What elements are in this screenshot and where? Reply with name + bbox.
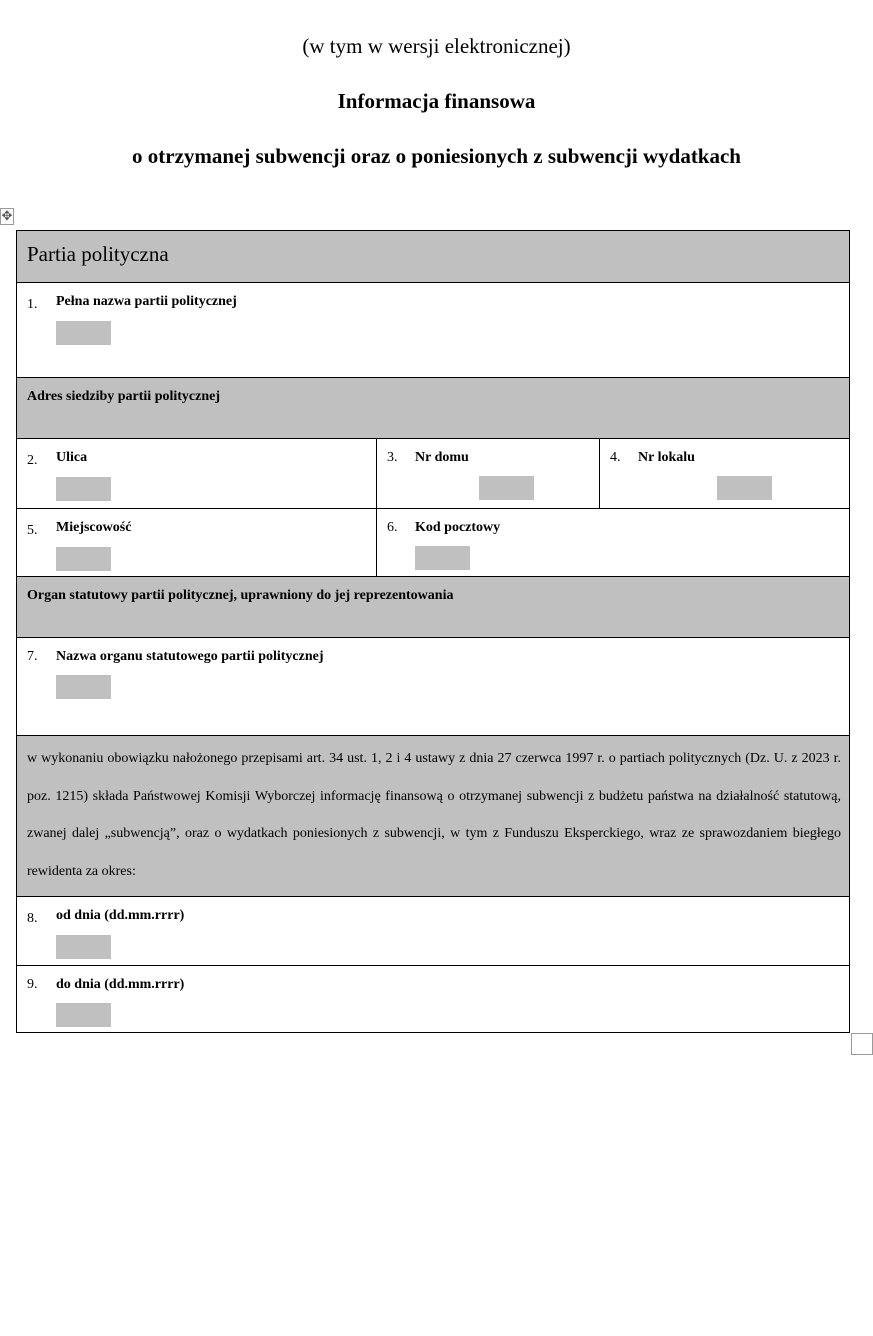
- field-label-postal-code: Kod pocztowy: [415, 520, 501, 535]
- section-address-header: [17, 377, 849, 438]
- cell-street: [17, 439, 377, 508]
- document-subtitle: (w tym w wersji elektronicznej): [302, 34, 571, 58]
- section-party-header: [17, 231, 849, 282]
- field-label-apartment-number: Nr lokalu: [638, 450, 695, 465]
- field-number: 6.: [387, 520, 398, 535]
- field-row-date-to: [17, 965, 849, 1032]
- field-label-house-number: Nr domu: [415, 450, 469, 465]
- field-row-city: [17, 508, 849, 576]
- document-title-line2: o otrzymanej subwencji oraz o poniesionych z subwencji wydatkach: [132, 144, 741, 168]
- apartment-number-input[interactable]: [717, 476, 772, 500]
- section-party-title: Partia polityczna: [27, 242, 169, 266]
- organ-name-input[interactable]: [56, 675, 111, 699]
- city-input[interactable]: [56, 547, 111, 571]
- field-label-party-name: Pełna nazwa partii politycznej: [56, 294, 237, 309]
- field-number: 9.: [27, 977, 38, 992]
- field-number: 2.: [27, 453, 38, 468]
- field-label-organ-name: Nazwa organu statutowego partii politycznej: [56, 649, 324, 664]
- field-number: 8.: [27, 911, 38, 926]
- date-to-input[interactable]: [56, 1003, 111, 1027]
- field-number: 3.: [387, 450, 398, 465]
- financial-info-form: [16, 230, 850, 1033]
- cell-postal-code: [376, 509, 849, 576]
- document-title: Informacja finansowa: [337, 89, 536, 113]
- section-address-title: Adres siedziby partii politycznej: [27, 389, 221, 404]
- date-from-input[interactable]: [56, 935, 111, 959]
- statement-row: [17, 735, 849, 896]
- field-label-date-to: do dnia (dd.mm.rrrr): [56, 977, 185, 992]
- field-row-date-from: [17, 896, 849, 965]
- field-label-date-from: od dnia (dd.mm.rrrr): [56, 908, 185, 923]
- cell-house-number: [376, 439, 600, 508]
- field-number: 5.: [27, 523, 38, 538]
- field-number: 7.: [27, 649, 38, 664]
- field-number: 4.: [610, 450, 621, 465]
- table-resize-icon[interactable]: [851, 1033, 873, 1055]
- section-organ-title: Organ statutowy partii politycznej, uprawniony do jej reprezentowania: [27, 588, 454, 603]
- house-number-input[interactable]: [479, 476, 534, 500]
- section-organ-header: [17, 576, 849, 637]
- postal-code-input[interactable]: [415, 546, 470, 570]
- field-row-address: [17, 438, 849, 508]
- field-label-city: Miejscowość: [56, 520, 132, 535]
- field-row-organ-name: [17, 637, 849, 735]
- cell-apartment-number: [599, 439, 849, 508]
- field-number: 1.: [27, 297, 38, 312]
- street-input[interactable]: [56, 477, 111, 501]
- statement-text: w wykonaniu obowiązku nałożonego przepisami art. 34 ust. 1, 2 i 4 ustawy z dnia 27 czerwca 1997 r. o partiach politycznych (Dz. U. z 2023 r. poz. 1215) składa Państwowej Komisji Wyborczej informację finansową o otrzymanej subwencji z budżetu państwa na działalność statutową, zwanej dalej „subwencją”, oraz o wydatkach poniesionych z subwencji, w tym z Funduszu Eksperckiego, wraz ze sprawozdaniem biegłego rewidenta za okres:: [27, 751, 841, 879]
- field-label-street: Ulica: [56, 450, 88, 465]
- cell-city: [17, 509, 377, 576]
- field-row-party-name: [17, 282, 849, 377]
- table-move-icon[interactable]: ✥: [1, 209, 13, 224]
- party-name-input[interactable]: [56, 321, 111, 345]
